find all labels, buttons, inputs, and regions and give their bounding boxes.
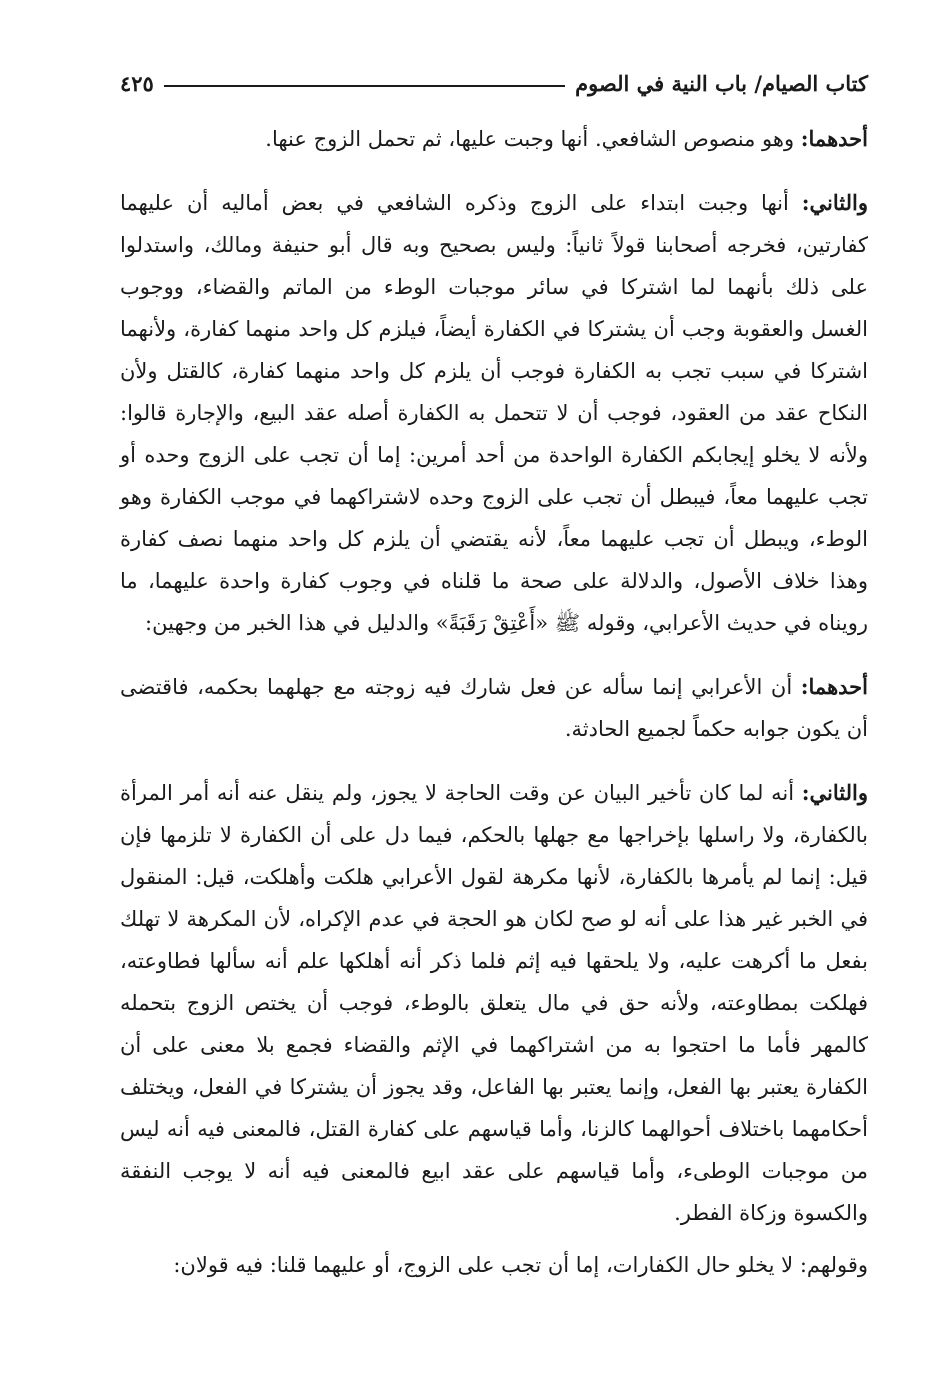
paragraph-lead: والثاني: — [801, 780, 868, 805]
page-body — [120, 118, 868, 1286]
paragraph-text: وقولهم: لا يخلو حال الكفارات، إما أن تجب على الزوج، أو عليهما قلنا: فيه قولان: — [173, 1253, 868, 1277]
paragraph-text: أنه لما كان تأخير البيان عن وقت الحاجة لا يجوز، ولم ينقل عنه أنه أمر المرأة بالكفارة، ولا راسلها بإخراجها مع جهلها بالحكم، فيما دل على أن الكفارة لا تلزمها فإن قيل: إنما لم يأمرها بالكفارة، لأنها مكرهة لقول الأعرابي هلكت وأهلكت، قيل: المنقول في الخبر غير هذا على أنه لو صح لكان هو الحجة في عدم الإكراه، لأن المكرهة لا تهلك بفعل ما أكرهت عليه، ولا يلحقها فيه إثم فلما ذكر أنه أهلكها علم أنه سألها فطاوعته، فهلكت بمطاوعته، ولأنه حق في مال يتعلق بالوطء، فوجب أن يختص الزوج بتحمله كالمهر فأما ما احتجوا به من اشتراكهما في الإثم والقضاء فجمع بلا معنى على أن الكفارة يعتبر بها الفعل، وإنما يعتبر بها الفاعل، وقد يجوز أن يشتركا في الفعل، ويختلف أحكامهما باختلاف أحوالهما كالزنا، وأما قياسهم على كفارة القتل، فالمعنى فيه أنه ليس من موجبات الوطىء، وأما قياسهم على عقد ابيع فالمعنى فيه أنه لا يوجب النفقة والكسوة وزكاة الفطر. — [120, 781, 868, 1225]
paragraph-text: وهو منصوص الشافعي. أنها وجبت عليها، ثم تحمل الزوج عنها. — [265, 127, 801, 151]
paragraph-5 — [120, 1244, 868, 1286]
paragraph-lead: أحدهما: — [800, 674, 868, 699]
paragraph-lead: والثاني: — [801, 190, 868, 215]
paragraph-4 — [120, 772, 868, 1234]
paragraph-1 — [120, 118, 868, 160]
paragraph-2 — [120, 182, 868, 644]
header-rule — [164, 85, 565, 87]
page-header — [120, 58, 868, 108]
paragraph-text: أنها وجبت ابتداء على الزوج وذكره الشافعي في بعض أماليه أن عليهما كفارتين، فخرجه أصحابنا قولاً ثانياً: وليس بصحيح وبه قال أبو حنيفة ومالك، واستدلوا على ذلك بأنهما لما اشتركا في سائر موجبات الوطء من الماتم والقضاء، ووجوب الغسل والعقوبة وجب أن يشتركا في الكفارة أيضاً، فيلزم كل واحد منهما كفارة، ولأنهما اشتركا في سبب تجب به الكفارة فوجب أن يلزم كل واحد منهما كفارة، كالقتل ولأن النكاح عقد من العقود، فوجب أن لا تتحمل به الكفارة أصله عقد البيع، والإجارة قالوا: ولأنه لا يخلو إيجابكم الكفارة الواحدة من أحد أمرين: إما أن تجب على الزوج وحده أو تجب عليهما معاً، فيبطل أن تجب على الزوج وحده لاشتراكهما في موجب الكفارة وهو الوطء، ويبطل أن تجب عليهما معاً، لأنه يقتضي أن يلزم كل واحد منهما نصف كفارة وهذا خلاف الأصول، والدلالة على صحة ما قلناه في وجوب كفارة واحدة عليهما، ما رويناه في حديث الأعرابي، وقوله ﷺ «أَعْتِقْ رَقَبَةً» والدليل في هذا الخبر من وجهين: — [120, 191, 868, 635]
paragraph-3 — [120, 666, 868, 750]
page-number: ٤٢٥ — [120, 70, 154, 96]
running-title: كتاب الصيام/ باب النية في الصوم — [575, 70, 868, 96]
paragraph-text: أن الأعرابي إنما سأله عن فعل شارك فيه زوجته مع جهلهما بحكمه، فاقتضى أن يكون جوابه حكماً لجميع الحادثة. — [120, 675, 868, 741]
paragraph-lead: أحدهما: — [800, 126, 868, 151]
